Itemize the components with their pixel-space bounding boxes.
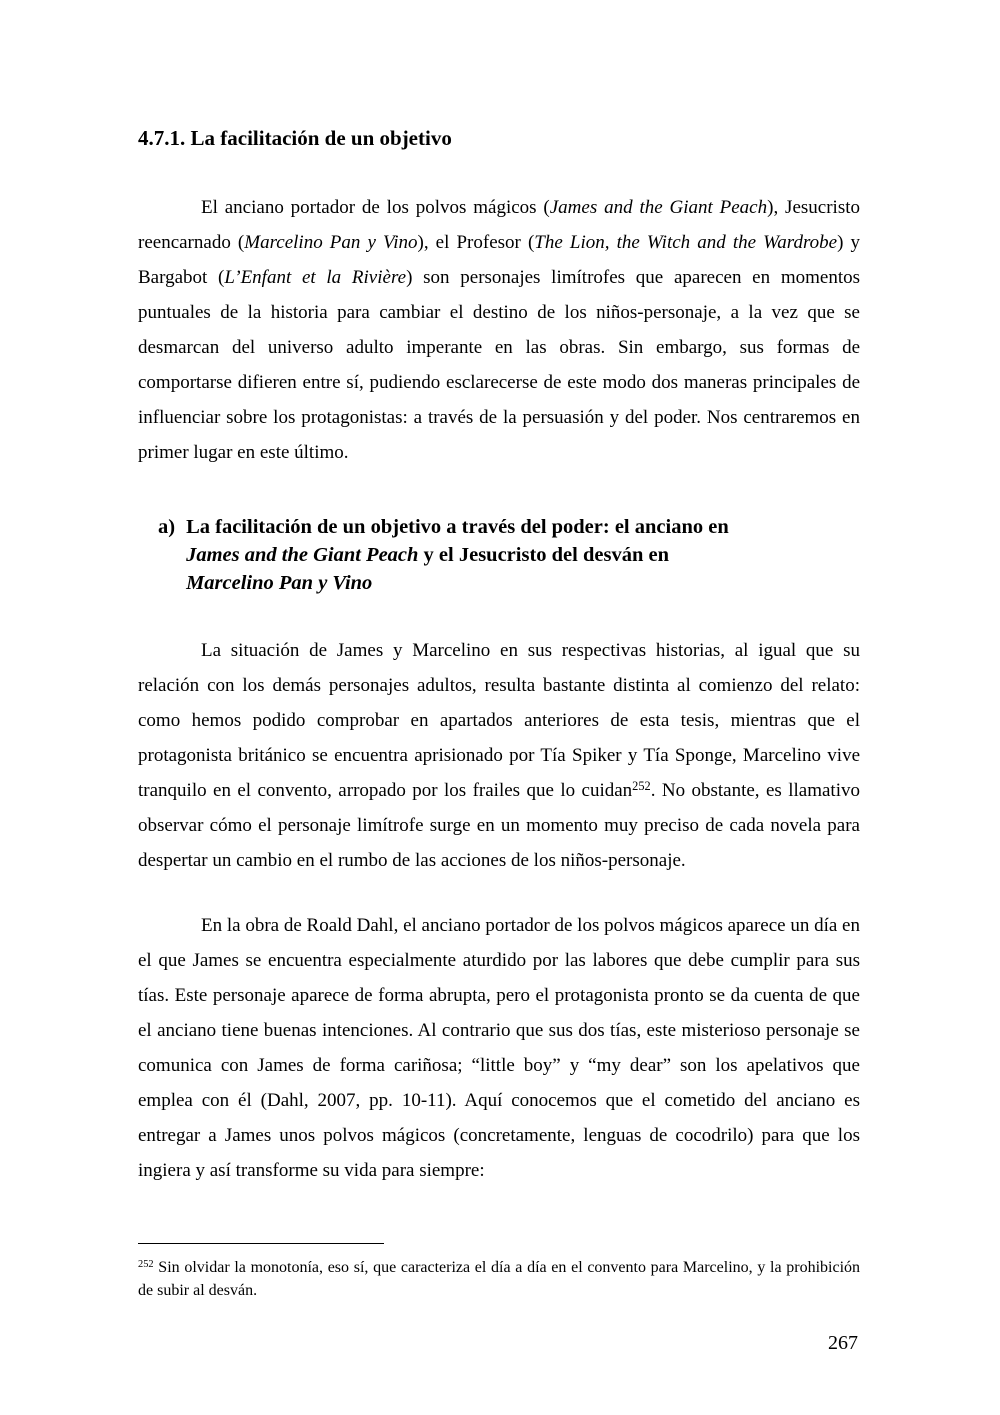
footnote-separator-rule [138,1243,384,1244]
subsection-marker: a) [158,516,176,538]
subsection-heading [158,513,860,597]
paragraph-2: La situación de James y Marcelino en sus respectivas historias, al igual que su relación con los demás personajes adultos, resulta bastante distinta al comienzo del relato: como hemos podido comprobar en apartados anteriores de esta tesis, mientras que el protagonista británico se encuentra aprisionado por Tía Spiker y Tía Sponge, Marcelino vive tranquilo en el convento, arropado por los frailes que lo cuidan$^{252}$. No obstante, es llamativo observar cómo el personaje limítrofe surge en un momento muy preciso de cada novela para despertar un cambio en el rumbo de las acciones de los niños-personaje. [138,640,860,871]
paragraph-1: El anciano portador de los polvos mágicos (James and the Giant Peach), Jesucristo reencarnado (Marcelino Pan y Vino), el Profesor (The Lion, the Witch and the Wardrobe) y Bargabot (L’Enfant et la Rivière) son personajes limítrofes que aparecen en momentos puntuales de la historia para cambiar el destino de los niños-personaje, a la vez que se desmarcan del universo adulto imperante en las obras. Sin embargo, sus formas de comportarse difieren entre sí, pudiendo esclarecerse de este modo dos maneras principales de influenciar sobre los protagonistas: a través de la persuasión y del poder. Nos centraremos en primer lugar en este último. [138,197,861,463]
footnote-area [138,1243,860,1302]
footnote-marker: 252 [138,1259,154,1271]
footnote-text: Sin olvidar la monotonía, eso sí, que caracteriza el día a día en el convento para Marcelino, y la prohibición de subir al desván. [138,1259,861,1299]
section-heading: 4.7.1. La facilitación de un objetivo [138,126,452,150]
footnote [138,1256,860,1302]
subsection-title: La facilitación de un objetivo a través del poder: el anciano en James and the Giant Peach y el Jesucristo del desván en Marcelino Pan y Vino [186,516,729,594]
paragraph-3: En la obra de Roald Dahl, el anciano portador de los polvos mágicos aparece un día en el que James se encuentra especialmente aturdido por las labores que debe cumplir para sus tías. Este personaje aparece de forma abrupta, pero el protagonista pronto se da cuenta de que el anciano tiene buenas intenciones. Al contrario que sus dos tías, este misterioso personaje se comunica con James de forma cariñosa; “little boy” y “my dear” son los apelativos que emplea con él (Dahl, 2007, pp. 10-11). Aquí conocemos que el cometido del anciano es entregar a James unos polvos mágicos (concretamente, lenguas de cocodrilo) para que los ingiera y así transforme su vida para siempre: [138,915,860,1181]
page-number: 267 [828,1332,858,1354]
